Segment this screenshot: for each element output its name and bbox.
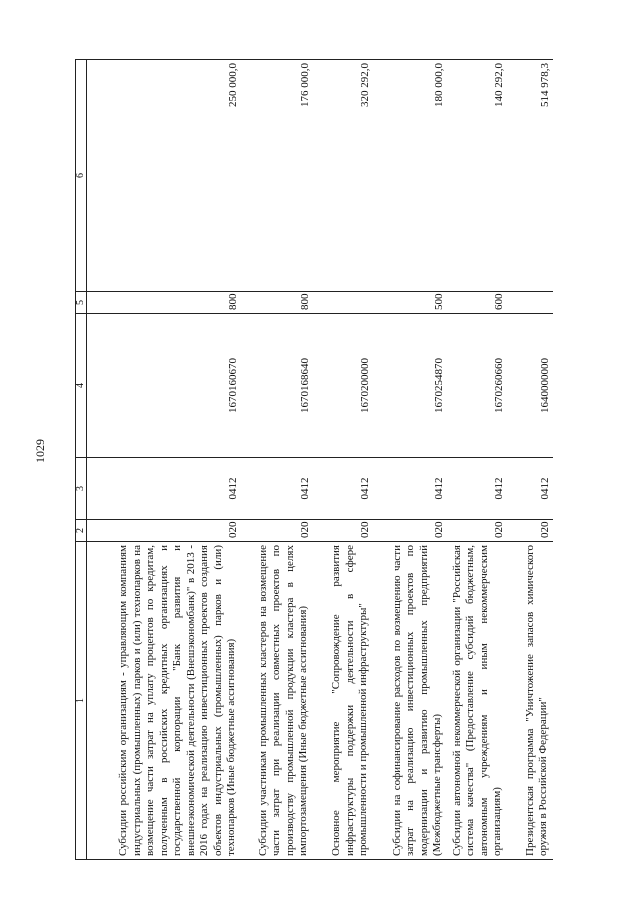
column-header: 6 [76, 60, 87, 292]
table-row [507, 60, 553, 860]
row-section-code: 0412 [241, 458, 313, 520]
row-description: Основное мероприятие "Сопровождение развития инфраструктуры поддержки деятельности в сфере промышленности и промышленной инфраструктуры" [313, 542, 373, 860]
row-target-article: 1670168640 [241, 314, 313, 458]
row-amount: 176 000,0 [241, 60, 313, 292]
column-header: 1 [76, 542, 87, 860]
row-description: Субсидии автономной некоммерческой организации "Российская система качества" (Предоставление субсидий бюджетным, автономным учреждениям и иным некоммерческим организациям) [447, 542, 507, 860]
row-section-code: 0412 [447, 458, 507, 520]
row-amount: 250 000,0 [87, 60, 241, 292]
row-section-code: 0412 [313, 458, 373, 520]
table-header-row [76, 60, 87, 860]
row-description: Субсидии на софинансирование расходов по возмещению части затрат на реализацию инвестиционных проектов по модернизации и развитию промышленных предприятий (Межбюджетные трансферты) [373, 542, 447, 860]
row-description: Субсидии участникам промышленных кластеров на возмещение части затрат при реализации совместных проектов по производству промышленной продукции кластера в целях импортозамещения (Иные бюджетные ассигнования) [241, 542, 313, 860]
column-header: 2 [76, 520, 87, 542]
row-description: Президентская программа "Уничтожение запасов химического оружия в Российской Федерации" [507, 542, 553, 860]
page-number: 1029 [33, 439, 47, 463]
column-header: 5 [76, 292, 87, 314]
row-amount: 320 292,0 [313, 60, 373, 292]
table-row [87, 60, 241, 860]
row-expense-type [313, 292, 373, 314]
row-section-code: 0412 [87, 458, 241, 520]
row-target-article: 1670260660 [447, 314, 507, 458]
table-row [241, 60, 313, 860]
column-header: 4 [76, 314, 87, 458]
row-target-article: 1670160670 [87, 314, 241, 458]
row-expense-type [507, 292, 553, 314]
row-target-article: 1640000000 [507, 314, 553, 458]
row-description: Субсидии российским организациям - управляющим компаниям индустриальных (промышленных) парков и (или) технопарков на возмещение части затрат на уплату процентов по кредитам, полученным в российских кредитных организациях и государственной корпорации "Банк развития и внешнеэкономической деятельности (Внешэкономбанк)" в 2013 - 2016 годах на реализацию инвестиционных проектов создания объектов индустриальных (промышленных) парков и (или) технопарков (Иные бюджетные ассигнования) [87, 542, 241, 860]
table-row [373, 60, 447, 860]
row-section-code: 0412 [507, 458, 553, 520]
row-expense-type: 500 [373, 292, 447, 314]
row-ministry-code: 020 [241, 520, 313, 542]
budget-table [75, 59, 553, 860]
row-target-article: 1670254870 [373, 314, 447, 458]
row-ministry-code: 020 [373, 520, 447, 542]
row-expense-type: 800 [87, 292, 241, 314]
budget-table-rotated [75, 60, 600, 860]
row-amount: 140 292,0 [447, 60, 507, 292]
row-expense-type: 600 [447, 292, 507, 314]
table-row [447, 60, 507, 860]
row-ministry-code: 020 [447, 520, 507, 542]
row-ministry-code: 020 [313, 520, 373, 542]
table-row [313, 60, 373, 860]
column-header: 3 [76, 458, 87, 520]
row-amount: 180 000,0 [373, 60, 447, 292]
row-target-article: 1670200000 [313, 314, 373, 458]
row-section-code: 0412 [373, 458, 447, 520]
row-ministry-code: 020 [87, 520, 241, 542]
row-ministry-code: 020 [507, 520, 553, 542]
row-amount: 514 978,3 [507, 60, 553, 292]
row-expense-type: 800 [241, 292, 313, 314]
